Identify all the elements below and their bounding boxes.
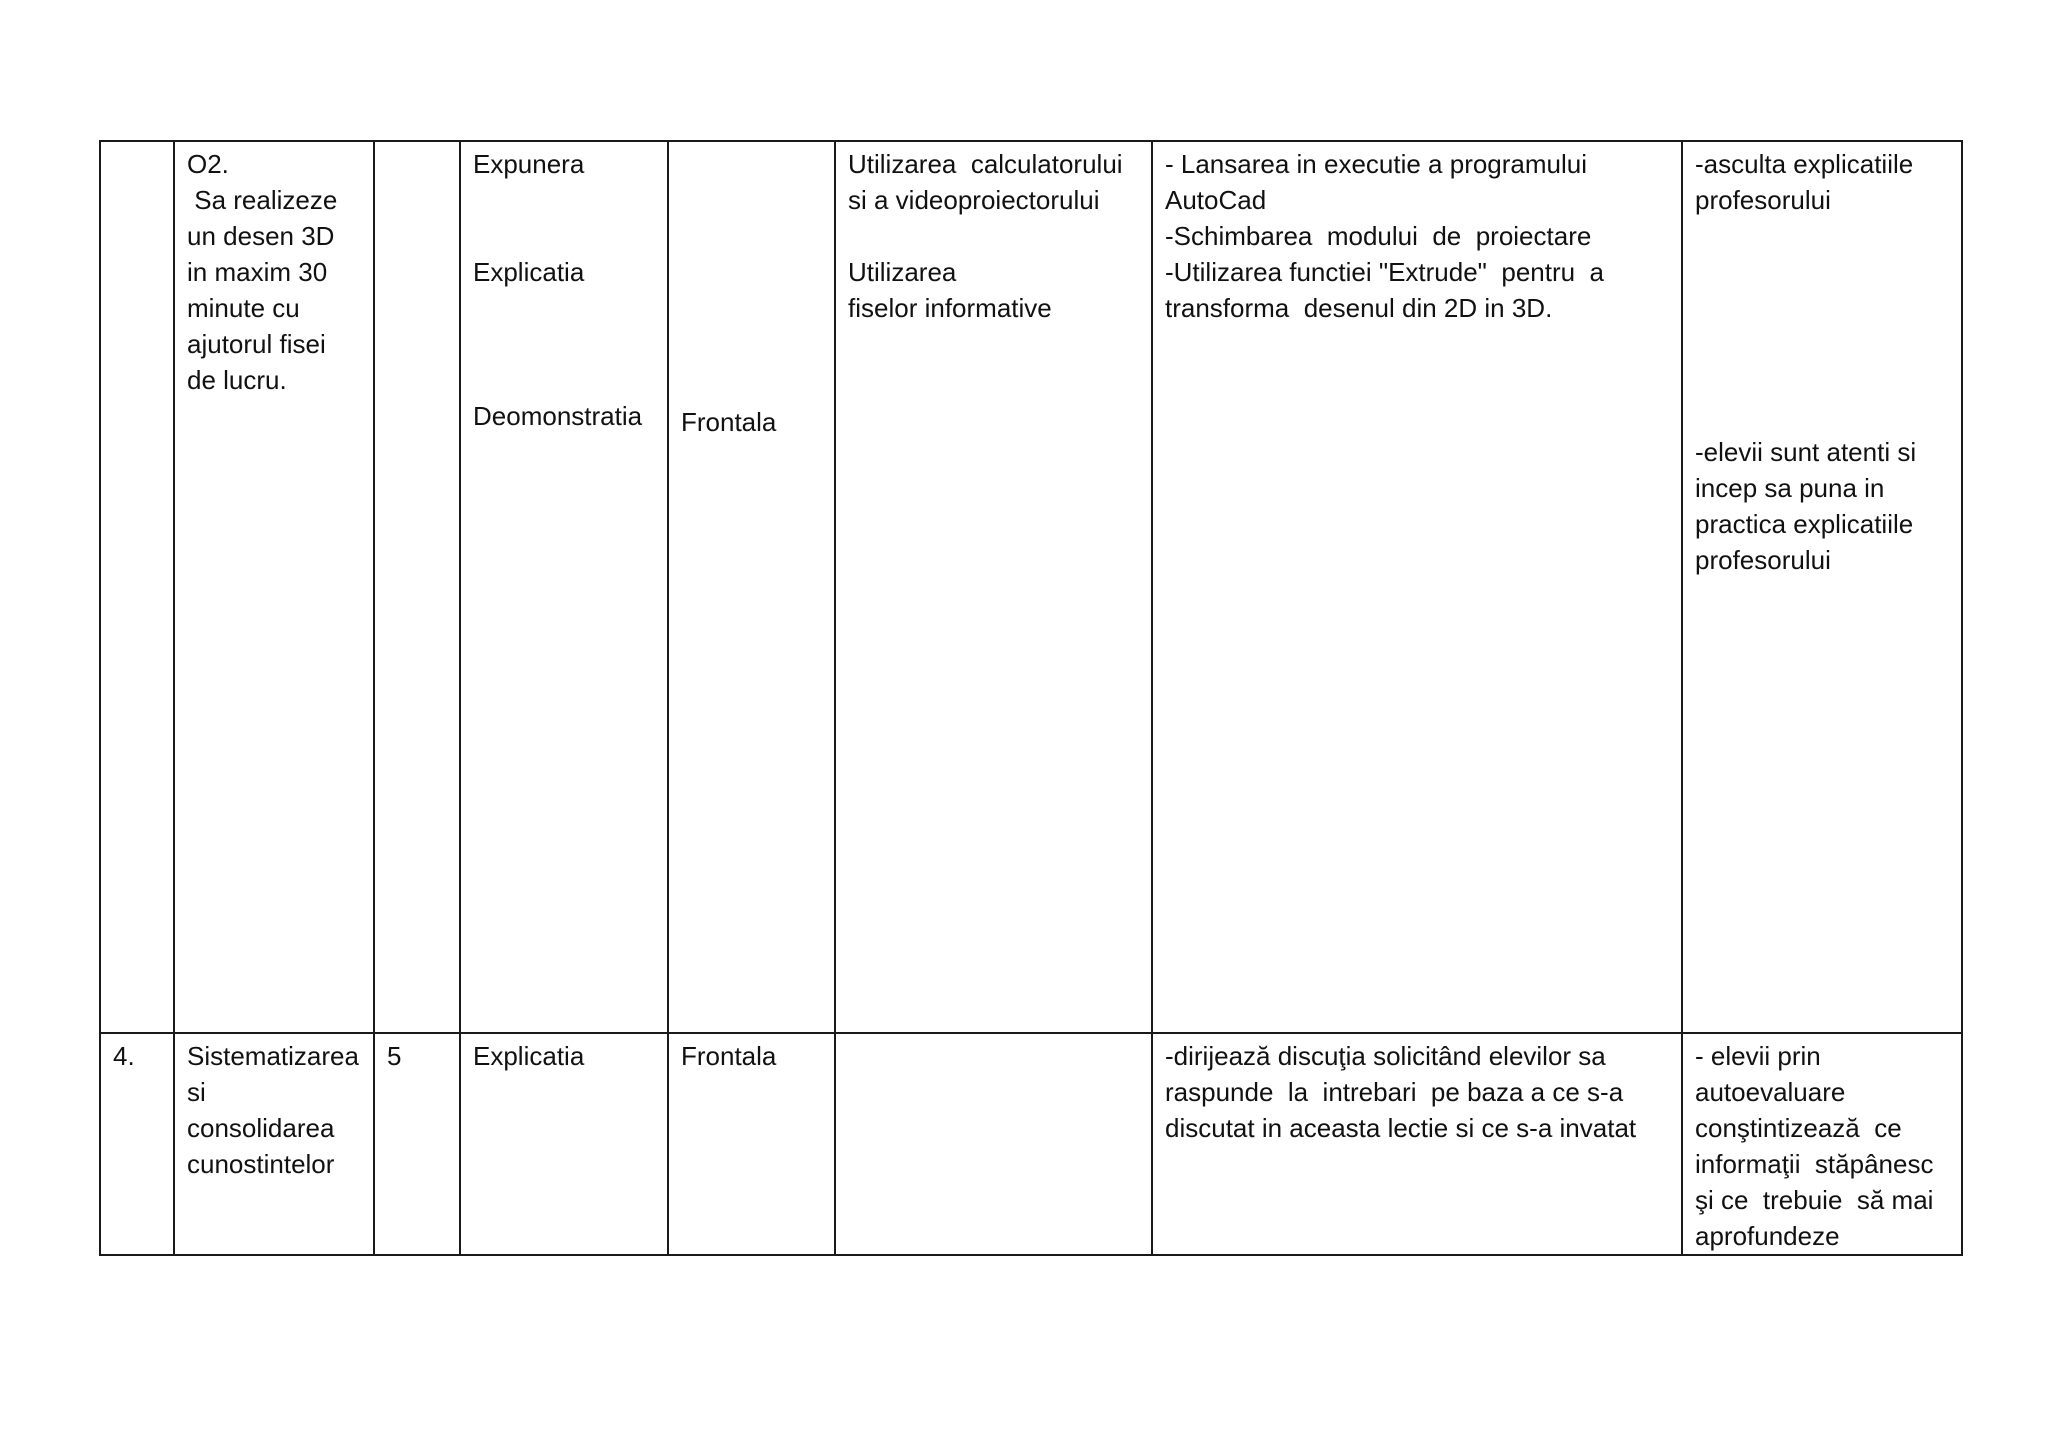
- cell-objective: [174, 141, 374, 1033]
- cell-number: [100, 141, 174, 1033]
- method-item: Deomonstratia: [473, 401, 643, 431]
- cell-time: [374, 1033, 460, 1255]
- cell-student-activity: [1682, 141, 1962, 1033]
- method-item: Expunera: [473, 149, 585, 179]
- cell-student-activity: [1682, 1033, 1962, 1255]
- teacher-line: AutoCad: [1165, 185, 1267, 215]
- student-line: profesorului: [1695, 545, 1831, 575]
- teacher-line: -Utilizarea functiei "Extrude" pentru a: [1165, 257, 1604, 287]
- objective-line: cunostintelor: [187, 1149, 335, 1179]
- resource-line: Utilizarea calculatorului: [848, 149, 1123, 179]
- resource-line: fiselor informative: [848, 293, 1052, 323]
- cell-methods: [460, 1033, 668, 1255]
- resource-line: Utilizarea: [848, 257, 957, 287]
- objective-line: si: [187, 1077, 206, 1107]
- student-line: autoevaluare: [1695, 1077, 1846, 1107]
- student-line: profesorului: [1695, 185, 1831, 215]
- teacher-line: -dirijează discuţia solicitând elevilor sa: [1165, 1041, 1606, 1071]
- objective-line: un desen 3D: [187, 221, 335, 251]
- objective-line: de lucru.: [187, 365, 287, 395]
- cell-methods: [460, 141, 668, 1033]
- cell-resources: [835, 1033, 1152, 1255]
- method-item: Explicatia: [473, 257, 585, 287]
- method-item: Explicatia: [473, 1041, 585, 1071]
- student-line: -asculta explicatiile: [1695, 149, 1914, 179]
- teacher-line: -Schimbarea modului de proiectare: [1165, 221, 1592, 251]
- student-line: incep sa puna in: [1695, 473, 1885, 503]
- student-line: conştintizează ce: [1695, 1113, 1902, 1143]
- cell-number: [100, 1033, 174, 1255]
- cell-form: [668, 1033, 835, 1255]
- objective-line: ajutorul fisei: [187, 329, 326, 359]
- cell-teacher-activity: [1152, 1033, 1682, 1255]
- student-line: informaţii stăpânesc: [1695, 1149, 1934, 1179]
- objective-line: minute cu: [187, 293, 300, 323]
- student-line: practica explicatiile: [1695, 509, 1914, 539]
- cell-time: [374, 141, 460, 1033]
- cell-resources: [835, 141, 1152, 1033]
- table-row: [100, 141, 1962, 1033]
- teacher-line: discutat in aceasta lectie si ce s-a invatat: [1165, 1113, 1637, 1143]
- cell-teacher-activity: [1152, 141, 1682, 1033]
- objective-line: Sistematizarea: [187, 1041, 359, 1071]
- student-line: -elevii sunt atenti si: [1695, 437, 1917, 467]
- teacher-line: transforma desenul din 2D in 3D.: [1165, 293, 1553, 323]
- cell-form: [668, 141, 835, 1033]
- table-row: [100, 1033, 1962, 1255]
- student-line: aprofundeze: [1695, 1221, 1840, 1251]
- resource-line: si a videoproiectorului: [848, 185, 1100, 215]
- objective-line: in maxim 30: [187, 257, 328, 287]
- form-label: Frontala: [681, 1041, 777, 1071]
- time-value: 5: [387, 1041, 402, 1071]
- objective-line: consolidarea: [187, 1113, 335, 1143]
- lesson-plan-table: [99, 140, 1963, 1256]
- form-label: Frontala: [681, 407, 777, 437]
- objective-line: O2.: [187, 149, 229, 179]
- teacher-line: raspunde la intrebari pe baza a ce s-a: [1165, 1077, 1624, 1107]
- student-line: - elevii prin: [1695, 1041, 1821, 1071]
- row-number: 4.: [113, 1041, 135, 1071]
- student-line: şi ce trebuie să mai: [1695, 1185, 1934, 1215]
- objective-line: Sa realizeze: [187, 185, 338, 215]
- cell-objective: [174, 1033, 374, 1255]
- teacher-line: - Lansarea in executie a programului: [1165, 149, 1588, 179]
